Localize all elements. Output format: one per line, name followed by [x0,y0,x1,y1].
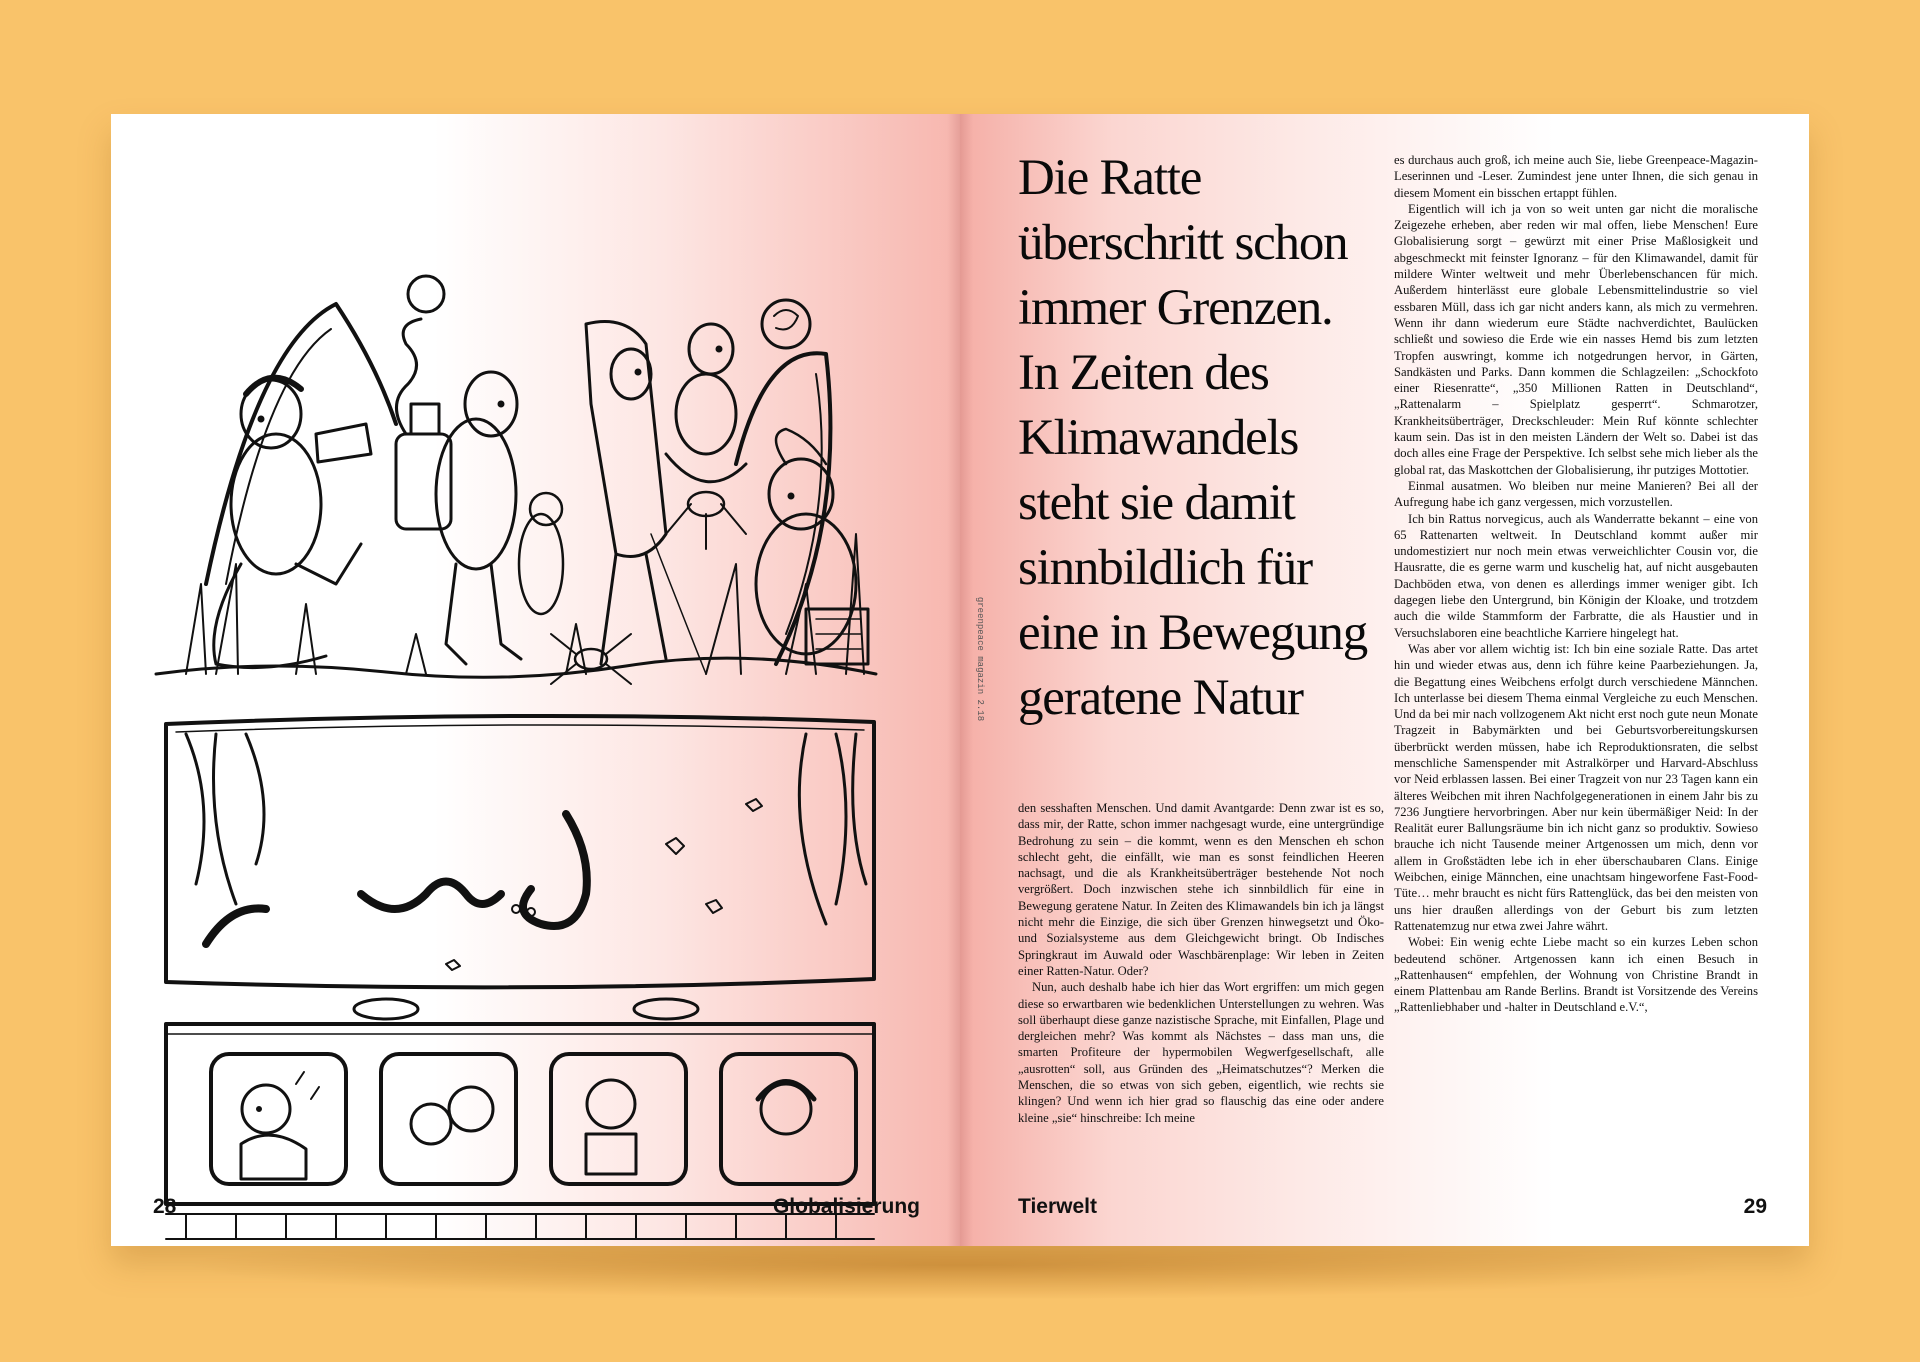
page-number-left: 28 [153,1195,177,1218]
right-page [960,114,1809,1246]
paragraph: es durchaus auch groß, ich meine auch Sie, liebe Greenpeace-Magazin-Leserinnen und -Leser. Zumindest jene unter Ihnen, die sich genau in diesem Moment ein bisschen ertappt fühlen. [1394,153,1758,200]
paragraph: Was aber vor allem wichtig ist: Ich bin eine soziale Ratte. Das artet hin und wieder etwas aus, denn ich führe keine Paarbeziehungen. Ja, die Begattung eines Weibchens erfolgt durch verschiedene Männchen. Ich unterlasse bei diesem Thema einmal Vergleiche zu euch Menschen. Und da bei mir nach vollzogenem Akt nicht erst noch gute neun Monate Tragzeit in Babymärkten und bei Geburtsvorbereitungskursen überbrückt werden müssen, habe ich Reproduktionsraten, die selbst menschliche Samenspender mit Astralkörper und Harvard-Abschluss vor Neid erblassen lassen. Bei einer Tragzeit von nur 23 Tagen kann ein älteres Weibchen mit ihren Nachfolgegenerationen in einem Jahr bis zu 7236 Jungtiere hervorbringen. Aber nur kein übermäßiger Neid: In der Realität eurer Ballungsräume bin ich nicht ganz so produktiv. Sowieso brauche ich nicht Tausende meiner Artgenossen um mich, denn vor allem in Großstädten lebe ich in eher überschaubaren Clans. Einige Weibchen, einige Männchen, eine unachtsam hingeworfene Fast-Food-Tüte… mehr braucht es nicht fürs Rattenglück, das bei den meisten von uns hier draußen allerdings von der Geburt bis zum letzten Rattenatemzug nur etwa zwei Jahre währt. [1394,641,1758,933]
article-column-a [1018,800,1384,1126]
paragraph: den sesshaften Menschen. Und damit Avantgarde: Denn zwar ist es so, dass mir, der Ratte, schon immer nachgesagt wurde, eine untergründige Bedrohung zu sein – die kommt, wenn es den Menschen eh schon schlecht geht, die einfällt, wie man es sonst feindlichen Heeren nachsagt, und die als Krankheitsüberträger bestehende Not noch vergrößert. Doch inzwischen stehe ich sinnbildlich für eine in Bewegung geratene Natur. In Zeiten des Klimawandels bin ich ja längst nicht mehr die Einzige, die sich über Grenzen hinwegsetzt und Öko- und Sozialsysteme aus dem Gleichgewicht bringt. Ob Indisches Springkraut im Auwald oder Waschbärenplage: Wir leben in Zeiten einer Ratten-Natur. Oder? [1018,801,1384,978]
article-headline: Die Ratte überschritt schon immer Grenzen. In Zeiten des Klimawandels steht sie damit sinnbildlich für eine in Bewegung geratene Natur [1018,150,1368,726]
paragraph: Ich bin Rattus norvegicus, auch als Wanderratte bekannt – eine von 65 Rattenarten weltweit. In Deutschland kommt außer mir undomestiziert nur noch mein etwas verweichlichter Cousin vor, die Hausratte, die es gerne warm und kuschelig hat, auf nicht ausgebauten Dachböden etwa, von denen es allerdings immer weniger gibt. Ich dagegen liebe den Untergrund, bin Königin der Kloake, und trotzdem auch die wilde Stammform der Farbratte, die als Haustier und in Versuchslaboren eine beachtliche Karriere hingelegt hat. [1394,511,1758,640]
paragraph: Eigentlich will ich ja von so weit unten gar nicht die moralische Zeigezehe erheben, aber reden wir mal offen, liebe Menschen! Eure Globalisierung sorgt – gewürzt mit einer Prise Maßlosigkeit und abgeschmeckt mit feinster Ignoranz – für den Klimawandel, damit für mildere Winter weltweit und mehr Überlebenschancen für mich. Außerdem hinterlässt eure globale Lebensmittelindustrie so viel essbaren Müll, dass ich gar nicht anders kann, als mich zu vermehren. Wenn ihr dann wiederum eure Städte nachverdichtet, Baulücken schließt und sowieso die Erde wie ein nasses Hemd bis zum letzten Tropfen auswringt, komme ich notgedrungen hervor, in Gärten, Sandkästen und Parks. Dann kommen die Schlagzeilen: „Schockfoto einer Riesenratte“, „350 Millionen Ratten in Deutschland“, „Rattenalarm – Spielplatz gesperrt“. Schmarotzer, Krankheitsüberträger, Dreckschleuder: Mein Ruf könnte schlechter kaum sein. Das ist in den meisten Ländern der Welt so. Dabei ist das doch alles eine Frage der Perspektive. Ich selbst sehe mich lieber als the global rat, das Maskottchen der Globalisierung, ihr putziges Mottotier. [1394,201,1758,477]
magazine-vertical-label: greenpeace magazin 2.18 [975,596,985,722]
rat-illustration [146,204,886,1246]
paragraph: Nun, auch deshalb habe ich hier das Wort ergriffen: um mich gegen diese so erwartbaren wie bedenklichen Unterstellungen zu wehren. Was soll überhaupt diese ganze nazistische Sprache, mit Einfallen, Plage und dergleichen mehr? Was kommt als Nächstes – dass man uns, die smarten Profiteure der hypermobilen Wegwerfgesellschaft, alle „ausrotten“ soll, aus Gründen des „Heimatschutzes“? Merken die Menschen, die so etwas von sich geben, eigentlich, wie rechts sie klingen? Und wenn ich hier grad so flauschig das eine oder andere kleine „sie“ hinschreibe: Ich meine [1018,980,1384,1125]
paragraph: Einmal ausatmen. Wo bleiben nur meine Manieren? Bei all der Aufregung habe ich ganz vergessen, mich vorzustellen. [1394,478,1758,510]
magazine-spread [111,114,1809,1246]
page-number-right: 29 [1743,1195,1767,1218]
paragraph: Wobei: Ein wenig echte Liebe macht so ein kurzes Leben schon bedeutend schöner. Artgenossen kann ich einen Besuch in „Rattenhausen“ empfehlen, der Wohnung von Christine Brandt in einem Plattenbau am Rande Berlins. Brandt ist Vorsitzende des Vereins „Rattenliebhaber und -halter in Deutschland e.V.“, [1394,935,1758,1015]
section-label-left: Globalisierung [772,1195,920,1218]
section-label-right: Tierwelt [1018,1195,1097,1218]
left-page [111,114,960,1246]
article-column-b [1394,152,1758,1016]
